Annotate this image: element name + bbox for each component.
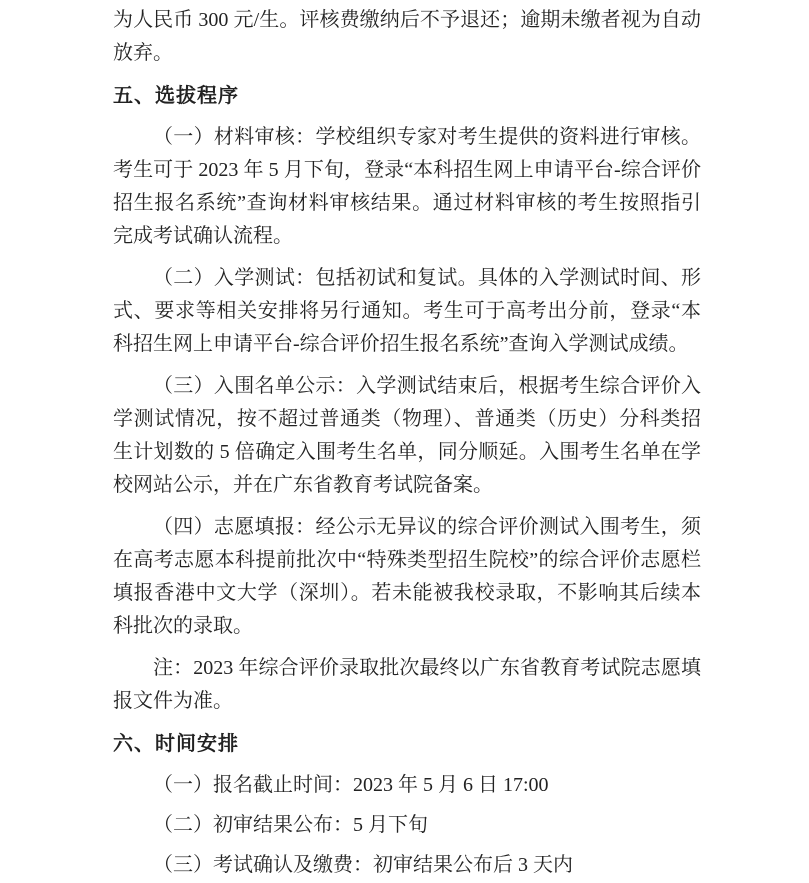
section-6-heading: 六、时间安排 bbox=[113, 733, 239, 755]
paragraph-material-review: （一）材料审核：学校组织专家对考生提供的资料进行审核。考生可于 2023 年 5 月下旬，登录“本科招生网上申请平台-综合评价招生报名系统”查询材料审核结果。通过材料审核的考生按照指引完成考试确认流程。 bbox=[113, 126, 701, 247]
schedule-item-initial-review-result: （二）初审结果公布：5 月下旬 bbox=[153, 814, 428, 836]
continuation-paragraph: 为人民币 300 元/生。评核费缴纳后不予退还；逾期未缴者视为自动放弃。 bbox=[113, 9, 701, 64]
schedule-item-registration-deadline: （一）报名截止时间：2023 年 5 月 6 日 17:00 bbox=[153, 774, 549, 796]
document-text-content bbox=[113, 4, 701, 883]
paragraph-entrance-test: （二）入学测试：包括初试和复试。具体的入学测试时间、形式、要求等相关安排将另行通知。考生可于高考出分前，登录“本科招生网上申请平台-综合评价招生报名系统”查询入学测试成绩。 bbox=[113, 267, 701, 355]
schedule-item-exam-confirmation-payment: （三）考试确认及缴费：初审结果公布后 3 天内 bbox=[153, 854, 573, 876]
paragraph-application-filling: （四）志愿填报：经公示无异议的综合评价测试入围考生，须在高考志愿本科提前批次中“特殊类型招生院校”的综合评价志愿栏填报香港中文大学（深圳）。若未能被我校录取，不影响其后续本科批次的录取。 bbox=[113, 516, 701, 637]
section-5-heading: 五、选拔程序 bbox=[113, 85, 239, 107]
note-paragraph: 注：2023 年综合评价录取批次最终以广东省教育考试院志愿填报文件为准。 bbox=[113, 657, 701, 712]
paragraph-shortlist-announcement: （三）入围名单公示：入学测试结束后，根据考生综合评价入学测试情况，按不超过普通类（物理）、普通类（历史）分科类招生计划数的 5 倍确定入围考生名单，同分顺延。入围考生名单在学校网站公示，并在广东省教育考试院备案。 bbox=[113, 375, 701, 496]
